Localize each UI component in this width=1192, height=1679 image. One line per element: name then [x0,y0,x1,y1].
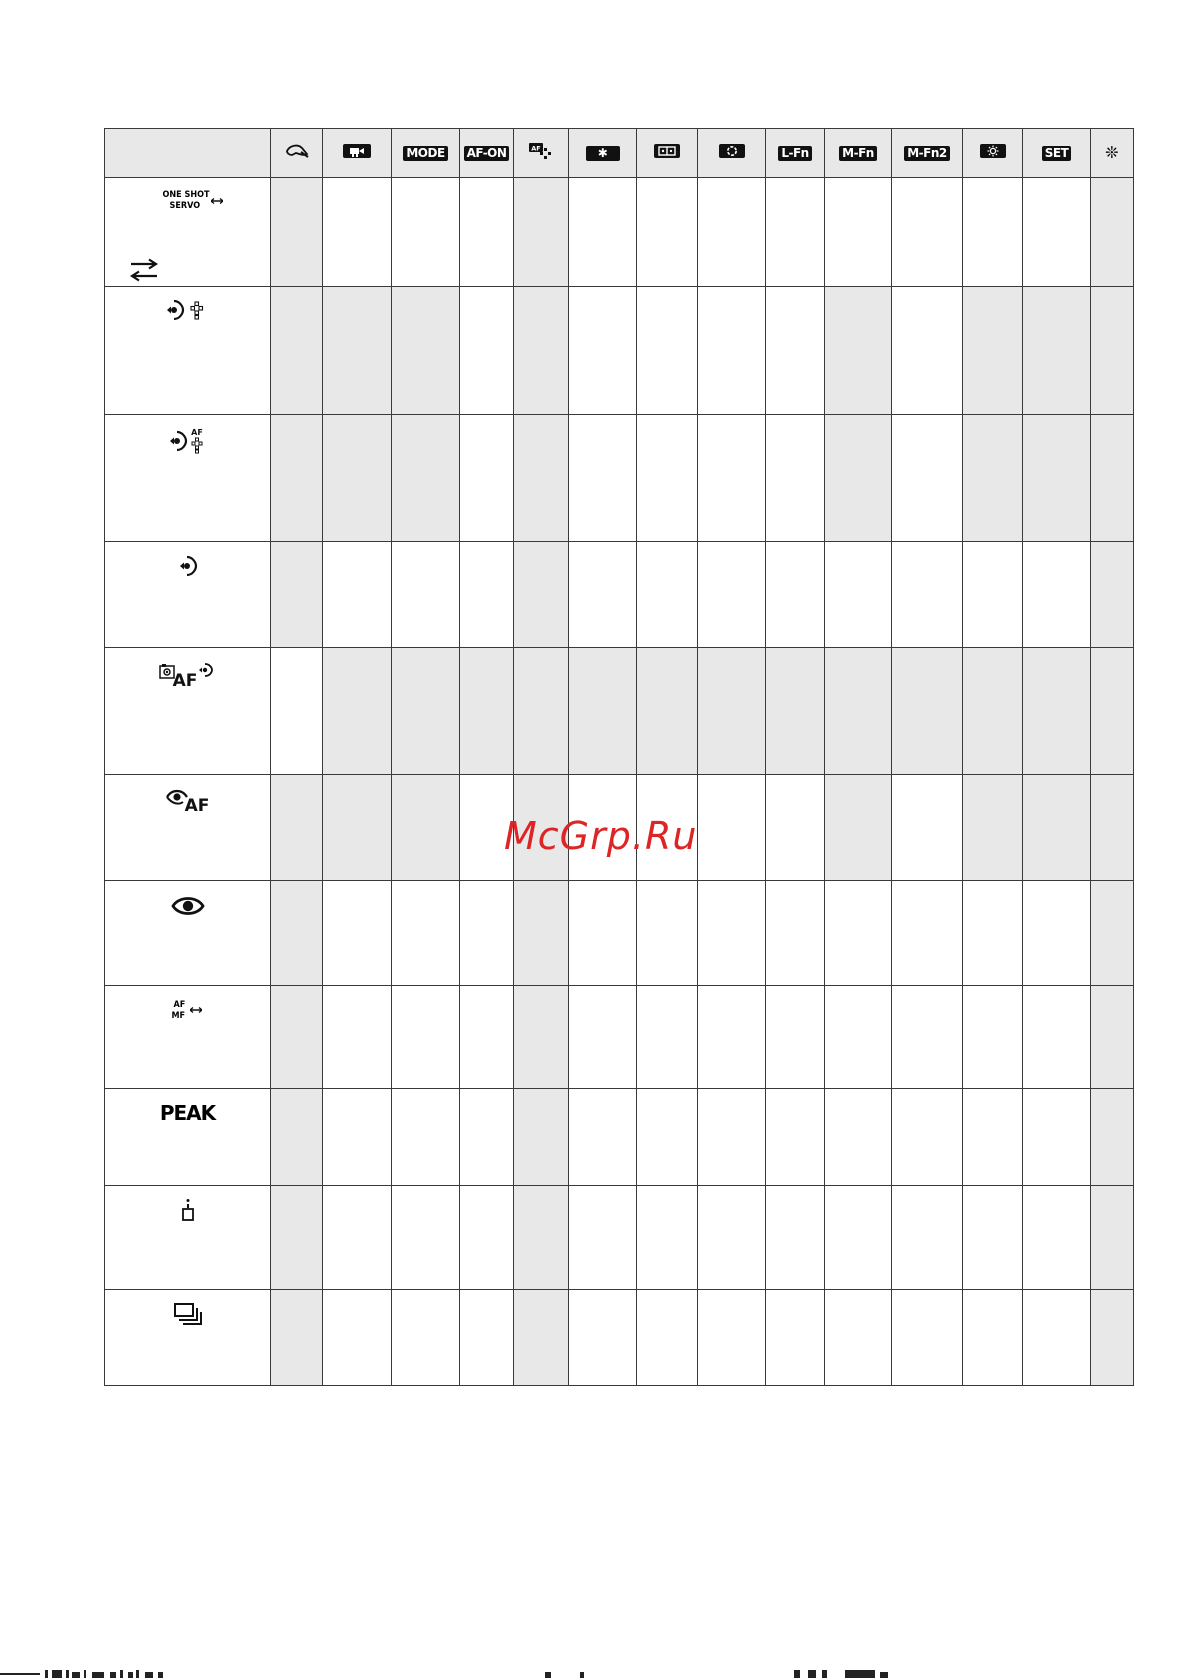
function-cell [105,1089,271,1186]
table-cell [569,986,637,1089]
table-cell [514,1290,569,1386]
col-shutter [271,129,323,178]
table-cell [323,415,392,542]
table-cell [963,542,1023,648]
drive-mode-icon [173,1302,203,1326]
af-area-select-icon [164,299,212,325]
table-row [105,415,1134,542]
table-cell [963,986,1023,1089]
table-cell [392,178,460,287]
table-cell [766,1290,825,1386]
table-cell [892,986,963,1089]
col-ae-lock [569,129,637,178]
table-cell [825,1290,892,1386]
table-cell [637,1186,698,1290]
set-button-label: SET [1042,146,1072,161]
oneshot-label: ONE SHOT [162,190,210,200]
table-cell [1091,178,1134,287]
col-metering [637,129,698,178]
table-row [105,1186,1134,1290]
dof-preview-icon [718,143,746,159]
table-cell [963,1186,1023,1290]
table-cell [392,415,460,542]
table-cell [569,648,637,775]
table-cell [1091,1089,1134,1186]
table-cell [271,648,323,775]
table-cell [637,287,698,415]
table-row [105,1290,1134,1386]
col-set [1023,129,1091,178]
table-cell [637,1089,698,1186]
ae-lock-button-label: ✱ [586,146,620,161]
table-cell [892,1290,963,1386]
table-cell [323,775,392,881]
function-cell [105,881,271,986]
electronic-level-icon [180,1198,196,1224]
table-cell [1023,178,1091,287]
table-cell [1091,648,1134,775]
table-cell [825,775,892,881]
function-cell [105,178,271,287]
col-mode [392,129,460,178]
table-cell [698,648,766,775]
col-multi-controller [1091,129,1134,178]
table-cell [825,1089,892,1186]
table-cell [271,415,323,542]
table-cell [1023,775,1091,881]
function-cell [105,1186,271,1290]
table-cell [892,881,963,986]
af-label: AF [173,1000,186,1010]
table-cell [1023,415,1091,542]
table-cell [963,178,1023,287]
table-cell [271,986,323,1089]
table-cell [825,178,892,287]
table-cell [323,986,392,1089]
table-cell [892,1089,963,1186]
table-cell [637,648,698,775]
oneshot-servo-switch-icon [153,190,223,222]
table-cell [569,287,637,415]
table-cell [892,415,963,542]
table-cell [271,1186,323,1290]
table-cell [392,542,460,648]
table-cell [1091,881,1134,986]
mode-button-label: MODE [403,146,447,161]
table-cell [963,881,1023,986]
shutter-half-press-icon [283,143,311,159]
table-cell [698,775,766,881]
table-cell [323,542,392,648]
table-cell [514,881,569,986]
col-afpoint [514,129,569,178]
table-cell [323,1089,392,1186]
table-cell [766,287,825,415]
table-cell [963,415,1023,542]
table-cell [271,881,323,986]
table-cell [460,287,514,415]
table-cell [1091,415,1134,542]
table-cell [460,178,514,287]
table-cell [766,1089,825,1186]
table-cell [460,1186,514,1290]
table-row [105,1089,1134,1186]
table-cell [1023,1186,1091,1290]
table-cell [392,1290,460,1386]
table-cell [825,1186,892,1290]
table-cell [514,178,569,287]
table-cell [963,648,1023,775]
af-label: AF [184,796,209,815]
table-cell [698,178,766,287]
metering-icon [653,143,681,159]
table-cell [637,1290,698,1386]
af-point-selection-icon [529,142,553,160]
function-assignment-table [104,128,1134,1386]
table-cell [963,1089,1023,1186]
movie-record-icon [342,143,372,159]
table-row [105,178,1134,287]
af-mf-switch-icon [172,998,204,1026]
table-row [105,287,1134,415]
table-cell [323,1186,392,1290]
function-cell [105,775,271,881]
table-cell [698,1089,766,1186]
table-cell [825,287,892,415]
table-cell [271,178,323,287]
eye-detection-af-icon [165,787,211,815]
peak-icon: PEAK [159,1101,216,1125]
table-cell [963,775,1023,881]
table-cell [569,1186,637,1290]
col-movie [323,129,392,178]
table-cell [569,1290,637,1386]
table-cell [766,986,825,1089]
table-cell [1023,648,1091,775]
table-row [105,881,1134,986]
table-cell [392,986,460,1089]
function-cell [105,1290,271,1386]
table-cell [460,986,514,1089]
table-cell [392,287,460,415]
col-lfn [766,129,825,178]
col-dof [698,129,766,178]
table-cell [892,287,963,415]
swap-arrows-icon [129,258,159,282]
table-cell [892,648,963,775]
mfn-button-label: M-Fn [839,146,877,161]
table-cell [460,881,514,986]
col-afon [460,129,514,178]
table-cell [698,415,766,542]
table-cell [766,542,825,648]
table-cell [569,881,637,986]
svg-text:AF: AF [531,144,541,152]
registered-af-area-icon [158,660,218,690]
col-mfn2 [892,129,963,178]
table-row [105,542,1134,648]
table-cell [825,881,892,986]
table-cell [698,542,766,648]
lcd-illumination-icon [979,143,1007,159]
table-cell [514,287,569,415]
af-area-icon [175,554,201,580]
table-cell [271,1089,323,1186]
table-cell [766,1186,825,1290]
table-cell [698,881,766,986]
function-cell [105,415,271,542]
table-cell [825,415,892,542]
table-cell [323,1290,392,1386]
table-cell [892,1186,963,1290]
table-cell [1023,986,1091,1089]
watermark: McGrp.Ru [504,814,698,858]
table-cell [460,648,514,775]
function-cell [105,542,271,648]
table-cell [637,542,698,648]
table-cell [514,648,569,775]
table-cell [514,986,569,1089]
table-cell [892,178,963,287]
header-row [105,129,1134,178]
table-cell [323,648,392,775]
af-label: AF [190,428,203,437]
table-cell [698,1186,766,1290]
table-cell [698,986,766,1089]
table-cell [1023,881,1091,986]
table-cell [569,178,637,287]
table-cell [1091,986,1134,1089]
table-cell [1023,287,1091,415]
afon-button-label: AF-ON [464,146,510,161]
table-cell [637,881,698,986]
servo-label: SERVO [169,201,201,211]
direct-af-area-icon [167,427,209,457]
function-cell [105,648,271,775]
table-cell [460,1290,514,1386]
table-cell [323,881,392,986]
col-light [963,129,1023,178]
table-cell [569,1089,637,1186]
table-cell [392,881,460,986]
table-cell [323,178,392,287]
table-cell [271,542,323,648]
table-cell [698,287,766,415]
multi-controller-icon: ❊ [1105,143,1119,162]
table-cell [1023,1089,1091,1186]
function-column-header [105,129,271,178]
table-cell [892,775,963,881]
table-cell [460,1089,514,1186]
table-cell [460,415,514,542]
table-cell [766,648,825,775]
table-cell [963,1290,1023,1386]
table-cell [323,287,392,415]
eye-icon [171,893,205,919]
lfn-button-label: L-Fn [778,146,811,161]
mfn2-button-label: M-Fn2 [904,146,950,161]
table-cell [637,178,698,287]
table-cell [766,178,825,287]
table-cell [825,648,892,775]
table-cell [637,986,698,1089]
table-cell [1023,542,1091,648]
function-cell [105,287,271,415]
table-cell [271,1290,323,1386]
table-cell [514,542,569,648]
table-cell [1091,1290,1134,1386]
table-cell [392,775,460,881]
table-cell [1091,287,1134,415]
table-cell [514,1089,569,1186]
table-cell [698,1290,766,1386]
function-cell [105,986,271,1089]
table-cell [1091,542,1134,648]
table-cell [569,542,637,648]
table-row [105,986,1134,1089]
col-mfn [825,129,892,178]
table-cell [766,775,825,881]
table-cell [766,881,825,986]
table-cell [766,415,825,542]
table-cell [963,287,1023,415]
af-label: AF [172,671,197,690]
table-cell [1023,1290,1091,1386]
table-cell [637,415,698,542]
table-cell [1091,775,1134,881]
table-cell [271,775,323,881]
mf-label: MF [171,1011,186,1021]
table-cell [460,542,514,648]
table-cell [825,986,892,1089]
table-cell [392,1089,460,1186]
table-cell [392,1186,460,1290]
table-cell [892,542,963,648]
table-cell [514,415,569,542]
table-cell [569,415,637,542]
table-cell [271,287,323,415]
table-cell [1091,1186,1134,1290]
table-cell [825,542,892,648]
page-footer-marks [0,1669,1192,1679]
table-row [105,648,1134,775]
table-cell [392,648,460,775]
table-cell [514,1186,569,1290]
